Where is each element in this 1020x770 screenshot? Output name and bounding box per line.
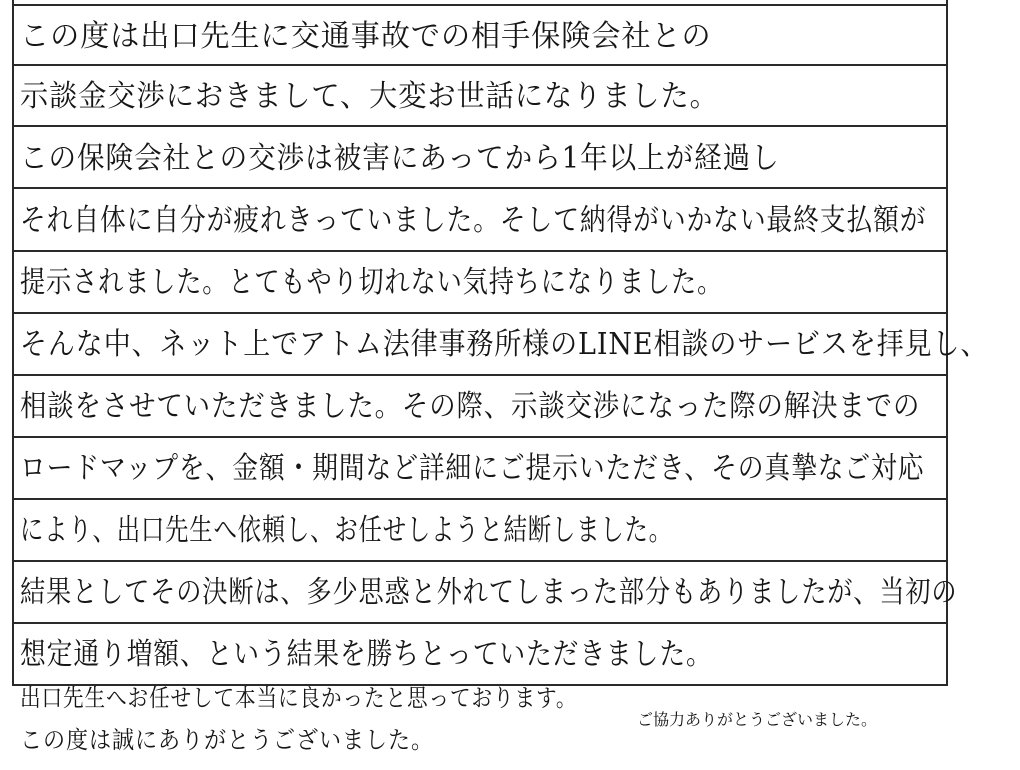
- letter-line: 結果としてその決断は、多少思惑と外れてしまった部分もありましたが、当初の: [20, 575, 958, 610]
- closing-line: 出口先生へお任せして本当に良かったと思っております。: [20, 684, 578, 712]
- letter-line: この度は出口先生に交通事故での相手保険会社との: [20, 19, 712, 54]
- printed-thank-you-note: ご協力ありがとうございました。: [637, 710, 878, 729]
- ruled-line: [12, 4, 948, 6]
- ruled-line: [12, 125, 948, 127]
- letter-line: により、出口先生へ依頼し、お任せしようと結断しました。: [20, 513, 673, 548]
- letter-line: 提示されました。とてもやり切れない気持ちになりました。: [20, 265, 724, 300]
- ruled-line: [12, 622, 948, 624]
- letter-line: そんな中、ネット上でアトム法律事務所様のLINE相談のサービスを拝見し、: [20, 327, 989, 362]
- ruled-line: [12, 187, 948, 189]
- closing-line: この度は誠にありがとうございました。: [20, 726, 434, 754]
- letter-line: 示談金交渉におきまして、大変お世話になりました。: [20, 79, 719, 114]
- letter-line: ロードマップを、金額・期間など詳細にご提示いただき、その真摯なご対応: [20, 451, 925, 486]
- ruled-line: [12, 312, 948, 314]
- letter-line: それ自体に自分が疲れきっていました。そして納得がいかない最終支払額が: [20, 203, 927, 238]
- ruled-line: [12, 498, 948, 500]
- ruled-line: [12, 64, 948, 66]
- left-margin-line: [12, 0, 14, 686]
- letter-line: 相談をさせていただきました。その際、示談交渉になった際の解決までの: [20, 389, 921, 424]
- ruled-line: [12, 560, 948, 562]
- letter-line: 想定通り増額、という結果を勝ちとっていただきました。: [20, 637, 713, 672]
- ruled-line: [12, 436, 948, 438]
- ruled-line: [12, 374, 948, 376]
- letter-line: この保険会社との交渉は被害にあってから1年以上が経過し: [20, 141, 780, 176]
- ruled-line: [12, 250, 948, 252]
